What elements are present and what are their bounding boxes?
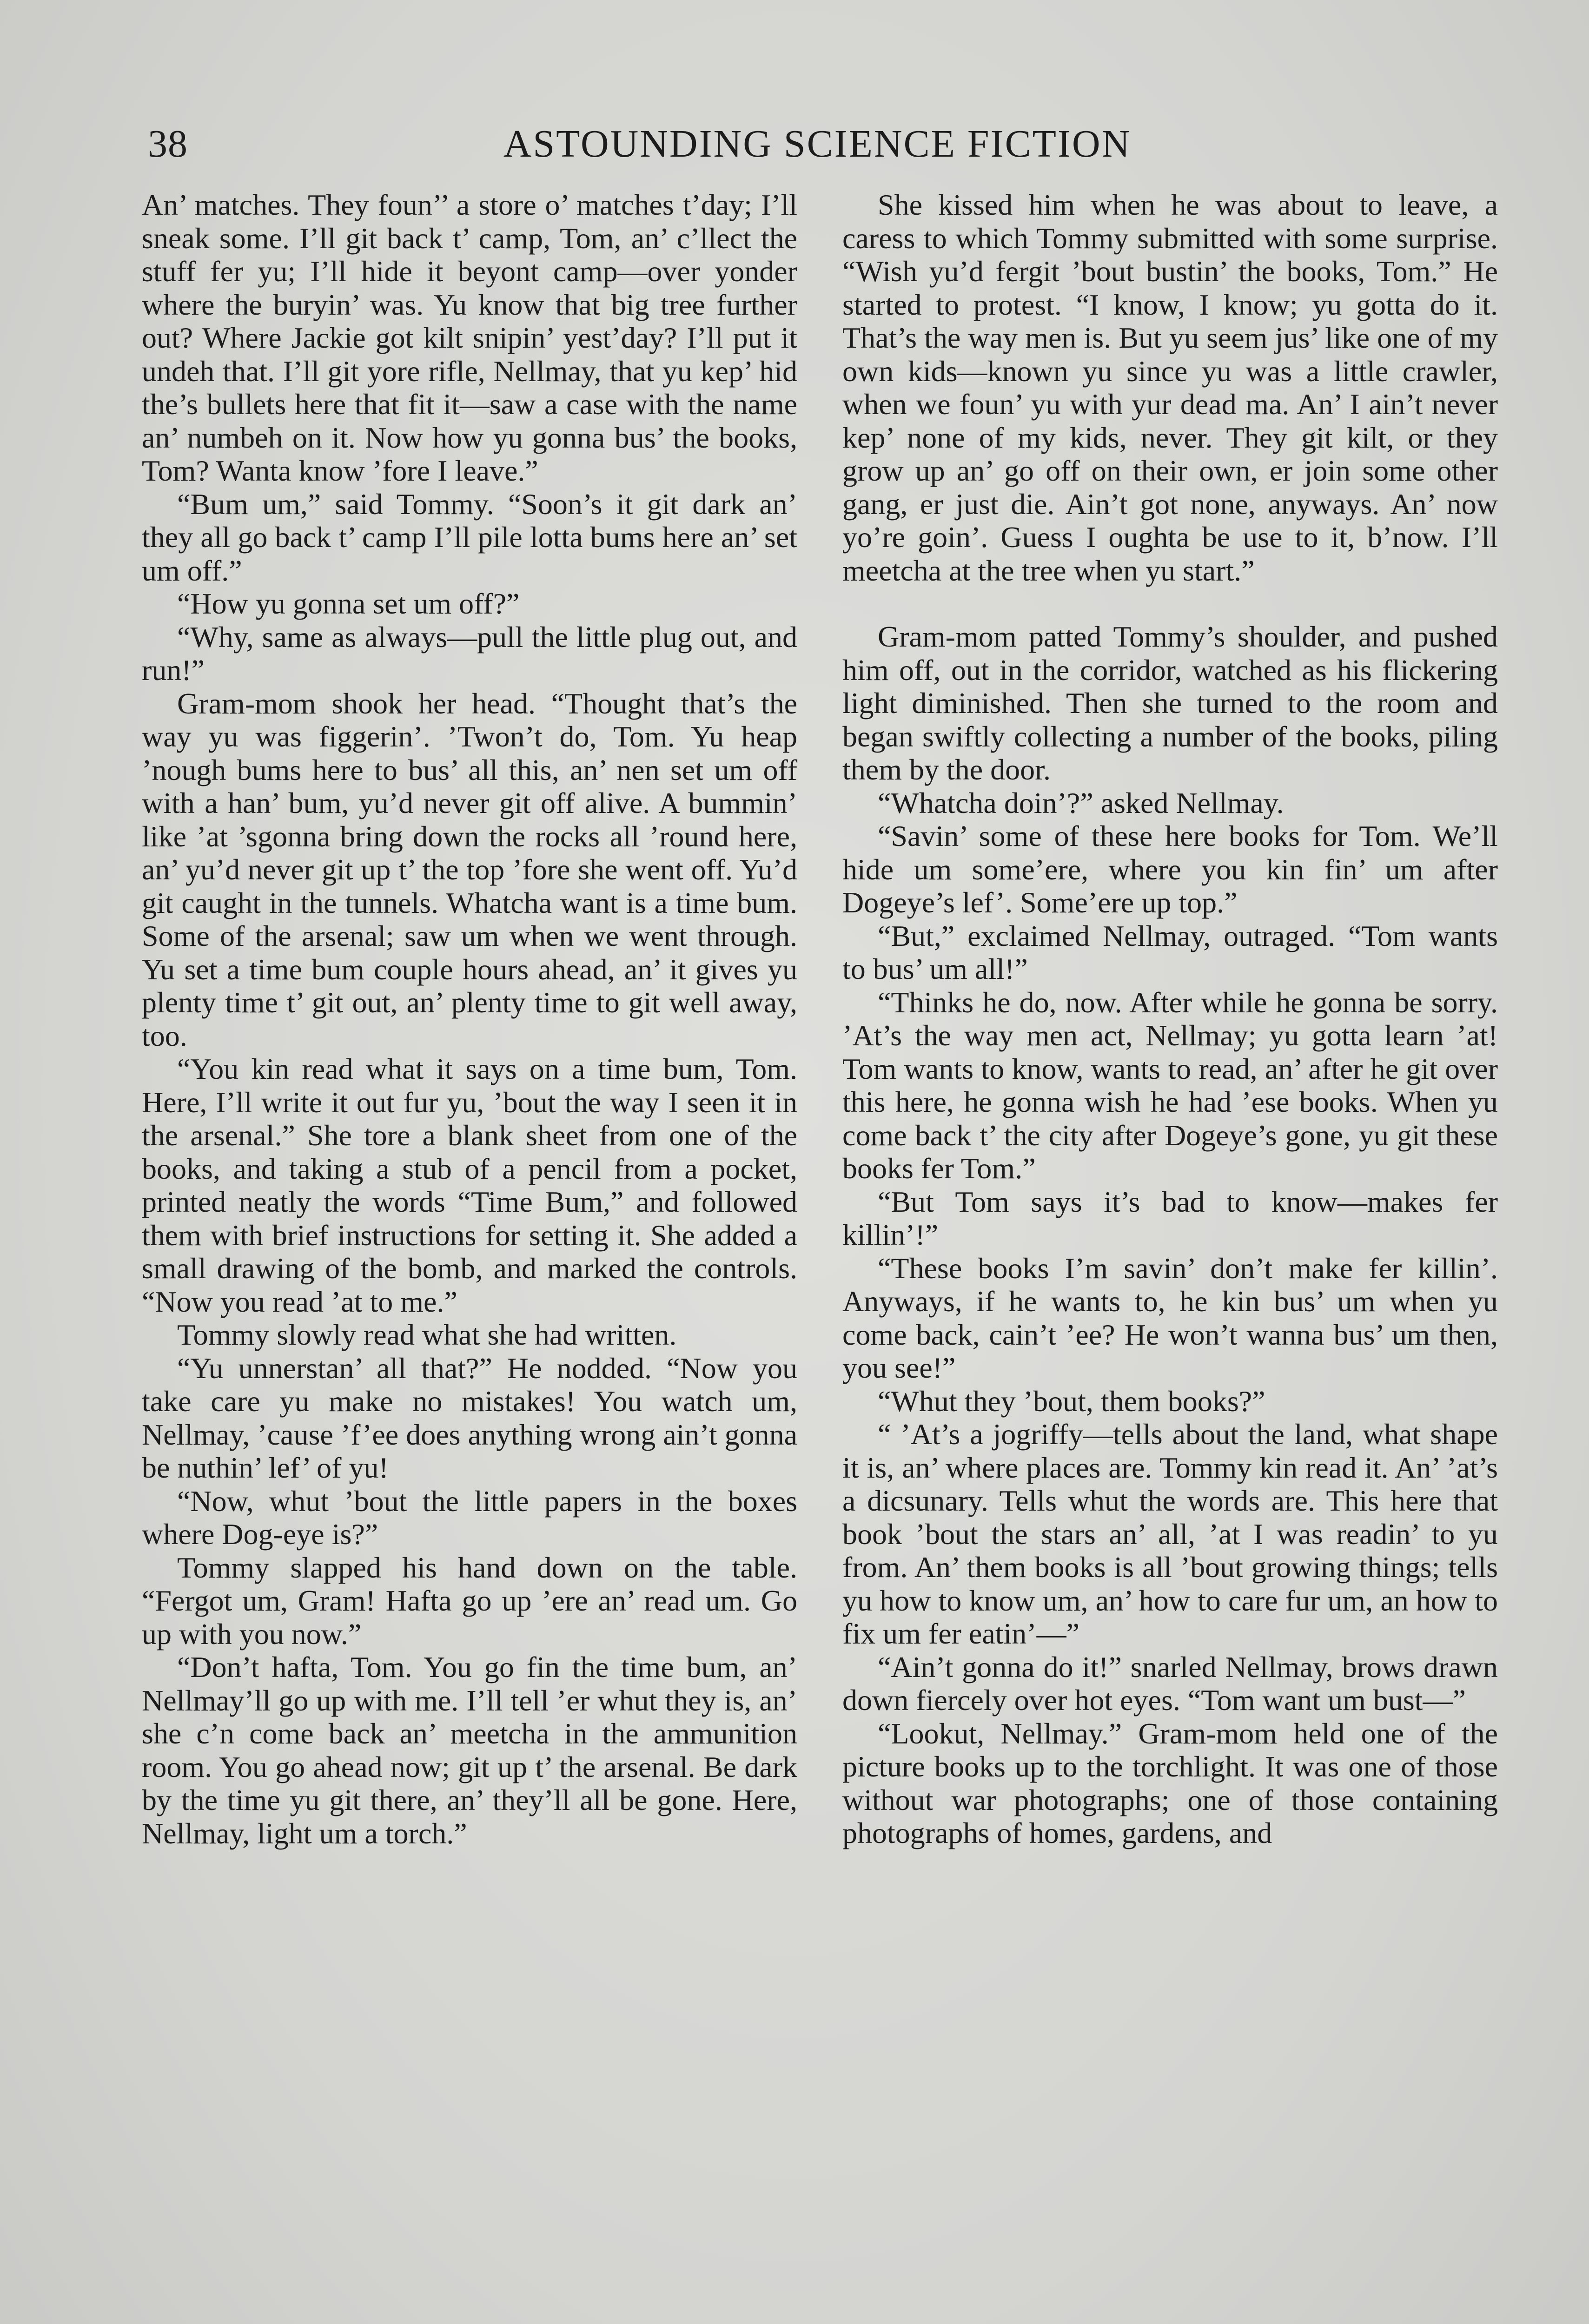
right-column (842, 188, 1498, 1850)
paragraph: “Bum um,” said Tommy. “Soon’s it git dark an’ they all go back t’ camp I’ll pile lotta bums here an’ set um off.” (142, 487, 797, 587)
page-number: 38 (148, 122, 188, 165)
running-head: ASTOUNDING SCIENCE FICTION (503, 122, 1132, 165)
paragraph: She kissed him when he was about to leave, a caress to which Tommy submitted with some surprise. “Wish yu’d fergit ’bout bustin’ the books, Tom.” He started to protest. “I know, I know; yu gotta do it. That’s the way men is. But yu seem jus’ like one of my own kids—known yu since yu was a little crawler, when we foun’ yu with yur dead ma. An’ I ain’t never kep’ none of my kids, never. They git kilt, or they grow up an’ go off on their own, er join some other gang, er just die. Ain’t got none, anyways. An’ now yo’re goin’. Guess I oughta be use to it, b’now. I’ll meetcha at the tree when yu start.” (842, 188, 1498, 587)
paragraph: “These books I’m savin’ don’t make fer killin’. Anyways, if he wants to, he kin bus’ um when yu come back, cain’t ’ee? He won’t wanna bus’ um then, you see!” (842, 1251, 1498, 1384)
paragraph: “Thinks he do, now. After while he gonna be sorry. ’At’s the way men act, Nellmay; yu gotta learn ’at! Tom wants to know, wants to read, an’ after he git over this here, he gonna wish he had ’ese books. When yu come back t’ the city after Dogeye’s gone, yu git these books fer Tom.” (842, 985, 1498, 1185)
paragraph: “Yu unnerstan’ all that?” He nodded. “Now you take care yu make no mistakes! You watch um, Nellmay, ’cause ’f’ee does anything wrong ain’t gonna be nuthin’ lef’ of yu! (142, 1351, 797, 1484)
paragraph: An’ matches. They foun’’ a store o’ matches t’day; I’ll sneak some. I’ll git back t’ camp, Tom, an’ c’llect the stuff fer yu; I’ll hide it beyont camp—over yonder where the buryin’ was. Yu know that big tree further out? Where Jackie got kilt snipin’ yest’day? I’ll put it undeh that. I’ll git yore rifle, Nellmay, that yu kep’ hid the’s bullets here that fit it—saw a case with the name an’ numbeh on it. Now how yu gonna bus’ the books, Tom? Wanta know ’fore I leave.” (142, 188, 797, 487)
paragraph: “Now, whut ’bout the little papers in the boxes where Dog-eye is?” (142, 1484, 797, 1551)
paragraph: Gram-mom shook her head. “Thought that’s the way yu was figgerin’. ’Twon’t do, Tom. Yu heap ’nough bums here to bus’ all this, an’ nen set um off with a han’ bum, yu’d never git off alive. A bummin’ like ’at ’sgonna bring down the rocks all ’round here, an’ yu’d never git up t’ the top ’fore she went off. Yu’d git caught in the tunnels. Whatcha want is a time bum. Some of the arsenal; saw um when we went through. Yu set a time bum couple hours ahead, an’ it gives yu plenty time t’ git out, an’ plenty time to git well away, too. (142, 687, 797, 1052)
paragraph: Tommy slowly read what she had written. (177, 1318, 677, 1351)
paragraph: “Ain’t gonna do it!” snarled Nellmay, brows drawn down fiercely over hot eyes. “Tom want um bust—” (842, 1650, 1498, 1717)
paragraph: “But,” exclaimed Nellmay, outraged. “Tom wants to bus’ um all!” (842, 919, 1498, 985)
paragraph: “Savin’ some of these here books for Tom. We’ll hide um some’ere, where you kin fin’ um after Dogeye’s lef’. Some’ere up top.” (842, 819, 1498, 919)
page-header (148, 119, 1487, 170)
paragraph: Gram-mom patted Tommy’s shoulder, and pushed him off, out in the corridor, watched as his flickering light diminished. Then she turned to the room and began swiftly collecting a number of the books, piling them by the door. (842, 620, 1498, 786)
paragraph: “Why, same as always—pull the little plug out, and run!” (142, 620, 797, 687)
paragraph: “Whut they ’bout, them books?” (878, 1384, 1265, 1418)
left-column (142, 188, 797, 1850)
paragraph: “Lookut, Nellmay.” Gram-mom held one of the picture books up to the torchlight. It was one of those without war photographs; one of those containing photographs of homes, gardens, and (842, 1717, 1498, 1849)
paragraph: “You kin read what it says on a time bum, Tom. Here, I’ll write it out fur yu, ’bout the way I seen it in the arsenal.” She tore a blank sheet from one of the books, and taking a stub of a pencil from a pocket, printed neatly the words “Time Bum,” and followed them with brief instructions for setting it. She added a small drawing of the bomb, and marked the controls. “Now you read ’at to me.” (142, 1052, 797, 1318)
paragraph: Tommy slapped his hand down on the table. “Fergot um, Gram! Hafta go up ’ere an’ read um. Go up with you now.” (142, 1551, 797, 1651)
paragraph: “Don’t hafta, Tom. You go fin the time bum, an’ Nellmay’ll go up with me. I’ll tell ’er whut they is, an’ she c’n come back an’ meetcha in the ammunition room. You go ahead now; git up t’ the arsenal. Be dark by the time yu git there, an’ they’ll all be gone. Here, Nellmay, light um a torch.” (142, 1651, 797, 1850)
paragraph: “Whatcha doin’?” asked Nellmay. (878, 786, 1284, 819)
paragraph: “But Tom says it’s bad to know—makes fer killin’!” (842, 1185, 1498, 1251)
paragraph: “ ’At’s a jogriffy—tells about the land, what shape it is, an’ where places are. Tommy kin read it. An’ ’at’s a dicsunary. Tells whut the words are. This here that book ’bout the stars an’ all, ’at I was readin’ to yu from. An’ them books is all ’bout growing things; tells yu how to know um, an’ how to care fur um, an how to fix um fer eatin’—” (842, 1418, 1498, 1650)
paragraph: “How yu gonna set um off?” (177, 587, 520, 620)
